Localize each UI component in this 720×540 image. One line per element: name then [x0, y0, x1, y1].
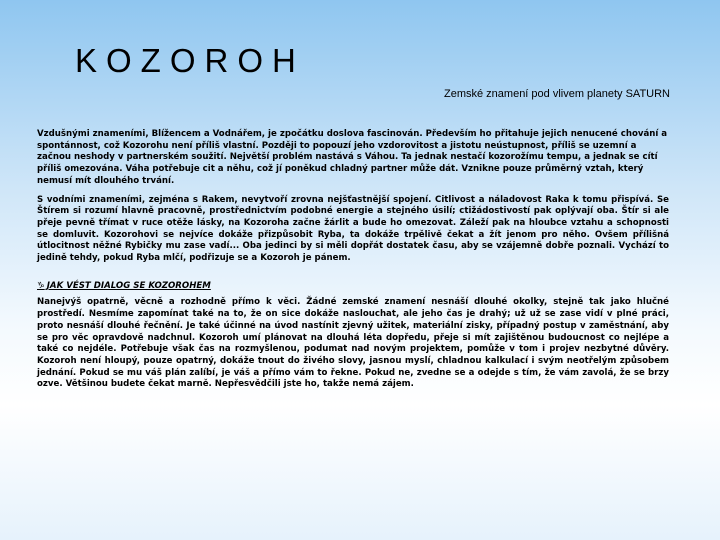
section-heading-text: JAK VÉST DIALOG SE KOZOROHEM [46, 280, 211, 291]
paragraph-dialog: Nanejvýš opatrně, věcně a rozhodně přímo k věci. Žádné zemské znamení nesnáší dlouhé okolky, stejně tak jako hlučné prostředí. Nesmíme zapomínat také na to, že on sice dokáže naslouchat, ale jeho čas je drahý; už už se zase vidí v plné práci, proto nesnáší dlouhé řečnění. Je také účinné na úvod nastínit zjevný užitek, materiální zisky, případný postup v zaměstnání, aby se pro věc opravdově nadchnul. Kozoroh umí plánovat na dlouhá léta dopředu, přeje si mít zajištěnou budoucnost co nejlépe a také co nejdéle. Potřebuje však čas na rozmyšlenou, podumat nad novým projektem, pomůže v tom i projev nezbytné důvěry. Kozoroh není hloupý, pouze opatrný, dokáže tnout do živého slovy, jasnou myslí, chladnou kalkulací i svým neotřelým způsobem jednání. Pokud se mu váš plán zalíbí, je váš a přímo vám to řekne. Pokud ne, zvedne se a odejde s tím, že vám zavolá, že se brzy ozve. Většinou budete čekat marně. Nepřesvědčili jste ho, takže nemá zájem. [37, 297, 669, 390]
paragraph-water-signs: S vodními znameními, zejména s Rakem, nevytvoří zrovna nejšťastnější spojení. Citlivost a náladovost Raka k tomu přispívá. Se Štírem si rozumí hlavně pracovně, prostřednictvím podobné energie a stejného úsilí; ctižádostivostí pak oplývají oba. Štír si ale přeje pevně třímat v ruce otěže lásky, na Kozoroha začne žárlit a bude ho omezovat. Záleží pak na hloubce vztahu a schopnosti se domluvit. Kozorohovi se nejvíce dokáže přizpůsobit Ryba, ta dokáže trpělivě čekat a žít jenom pro něho. Ovšem přílišná útlocitnost něžné Rybičky mu zase vadí... Oba jedinci by si měli dopřát dostatek času, aby se vzájemně dobře poznali. Vychází to jedině tehdy, pokud Ryba mlčí, podřizuje se a Kozoroh je pánem. [37, 194, 669, 264]
section-heading [37, 281, 669, 293]
main-content [37, 129, 669, 398]
page-subtitle: Zemské znamení pod vlivem planety SATURN [444, 88, 670, 100]
page-title: KOZOROH [75, 42, 305, 79]
paragraph-air-signs: Vzdušnými znameními, Blížencem a Vodnářem, je zpočátku doslova fascinován. Především ho přitahuje jejich nenucené chování a spontánnost, což Kozorohu není příliš vlastní. Později to popouzí jeho vzdorovitost a jistotu neústupnost, příliš se uzemní a začnou neshody v partnerském soužití. Největší problém nastává s Váhou. Ta jednak nestačí kozorožímu tempu, a jednak se cítí příliš omezována. Váha potřebuje cit a něhu, což jí poněkud chladný partner může dát. Vznikne pouze průměrný vztah, který nemusí mít dlouhého trvání. [37, 129, 668, 186]
capricorn-icon: ♑ [37, 280, 45, 291]
